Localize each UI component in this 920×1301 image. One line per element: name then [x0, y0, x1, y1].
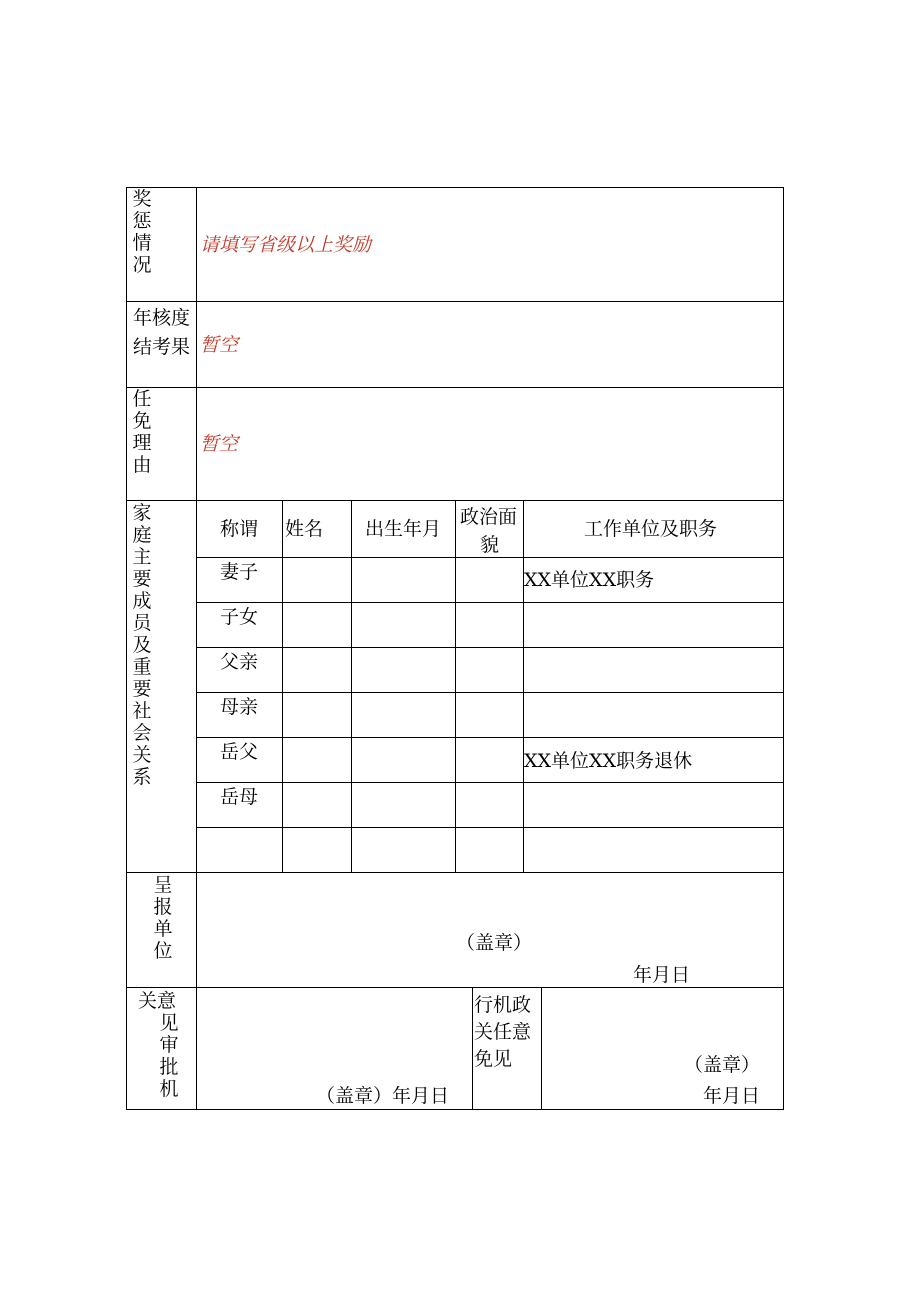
- appointment-reason-label: 任免理由: [132, 388, 152, 476]
- row-divider: [126, 987, 784, 988]
- admin-seal: （盖章）: [684, 1054, 761, 1076]
- family-col-divider: [455, 500, 456, 872]
- family-row-work[interactable]: XX单位XX职务: [524, 569, 655, 591]
- family-row-relation: 岳父: [220, 741, 259, 763]
- submitting-unit-date: 年月日: [633, 964, 691, 986]
- table-border-right: [783, 187, 784, 1110]
- family-header-political-line2: 貌: [480, 534, 500, 556]
- family-header-name: 姓名: [285, 518, 324, 540]
- family-row-relation: 岳母: [220, 786, 259, 808]
- approval-label-first: 关意: [138, 990, 177, 1012]
- family-row-divider: [196, 692, 784, 693]
- approval-label-rest: 见审批机: [159, 1012, 179, 1100]
- family-row-divider: [196, 602, 784, 603]
- annual-review-label-line2: 结考果: [133, 336, 191, 358]
- family-col-divider: [282, 500, 283, 872]
- family-row-divider: [196, 557, 784, 558]
- family-row-divider: [196, 647, 784, 648]
- family-row-relation: 母亲: [220, 696, 259, 718]
- annual-review-label-line1: 年核度: [133, 307, 191, 329]
- table-border-top: [126, 187, 784, 188]
- family-row-divider: [196, 827, 784, 828]
- family-row-relation: 妻子: [220, 561, 259, 583]
- family-row-relation: 父亲: [220, 651, 259, 673]
- family-header-relation: 称谓: [220, 518, 259, 540]
- annual-review-value[interactable]: 暂空: [200, 334, 239, 356]
- approval-col-divider: [541, 987, 542, 1109]
- admin-label-line2: 关任意: [474, 1021, 532, 1043]
- label-column-divider: [196, 187, 197, 1110]
- family-col-divider: [523, 500, 524, 872]
- table-border-left: [126, 187, 127, 1110]
- family-label: 家庭主要成员及重要社会关系: [132, 502, 152, 788]
- family-row-relation: 子女: [220, 606, 259, 628]
- row-divider: [126, 872, 784, 873]
- submitting-unit-seal: （盖章）: [456, 932, 533, 954]
- table-border-bottom: [126, 1109, 784, 1110]
- row-divider: [126, 301, 784, 302]
- family-row-divider: [196, 737, 784, 738]
- admin-label-line3: 免见: [474, 1048, 513, 1070]
- awards-label: 奖惩情况: [132, 188, 152, 276]
- awards-value[interactable]: 请填写省级以上奖励: [200, 234, 372, 256]
- family-row-divider: [196, 782, 784, 783]
- approval-seal-date: （盖章）年月日: [316, 1085, 450, 1107]
- row-divider: [126, 387, 784, 388]
- approval-col-divider: [472, 987, 473, 1109]
- family-header-birth: 出生年月: [365, 518, 442, 540]
- family-header-work: 工作单位及职务: [584, 518, 718, 540]
- admin-label-line1: 行机政: [474, 994, 532, 1016]
- family-col-divider: [351, 500, 352, 872]
- submitting-unit-label: 呈报单位: [153, 874, 173, 962]
- admin-date: 年月日: [703, 1085, 761, 1107]
- appointment-reason-value[interactable]: 暂空: [200, 433, 239, 455]
- family-row-work[interactable]: XX单位XX职务退休: [524, 750, 693, 772]
- family-header-political-line1: 政治面: [460, 506, 518, 528]
